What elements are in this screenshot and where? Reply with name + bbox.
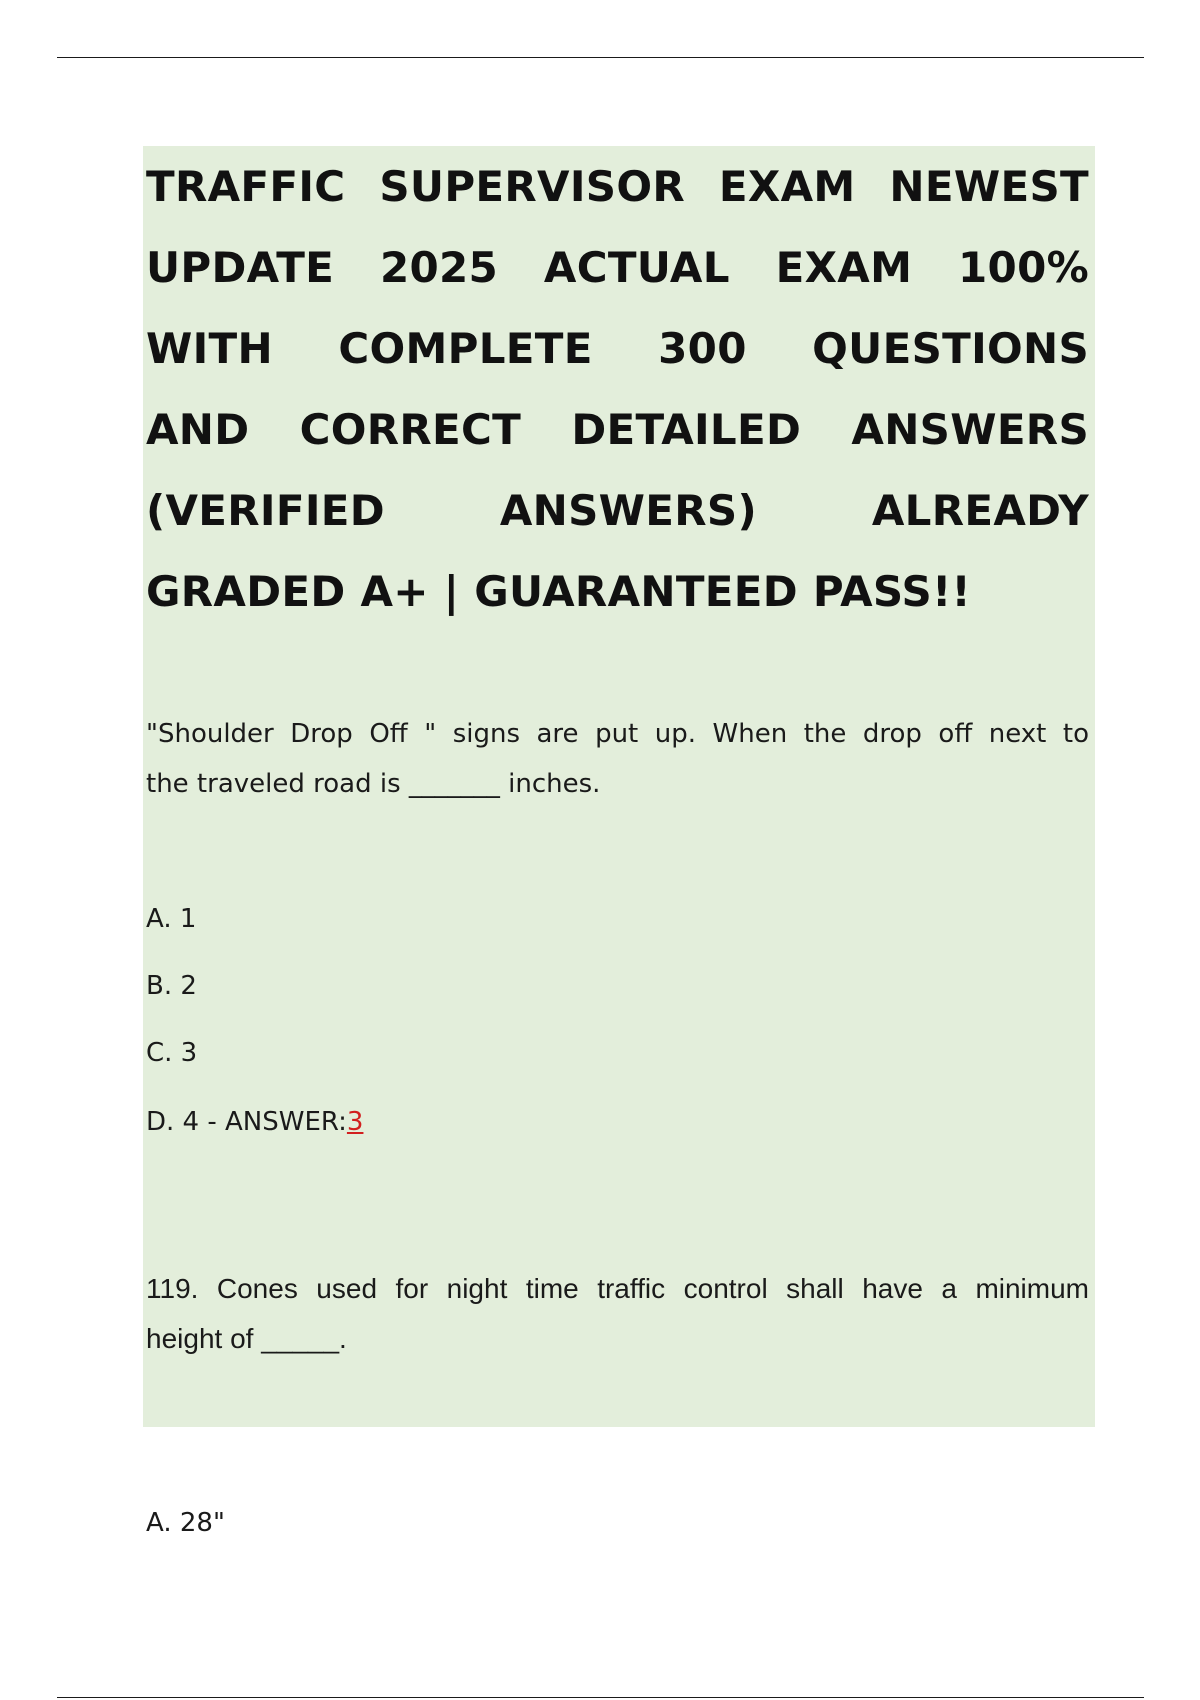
- document-title: [146, 146, 1089, 632]
- title-line: AND CORRECT DETAILED ANSWERS: [146, 405, 1089, 454]
- footer-rule: [57, 1697, 1144, 1698]
- question-line: "Shoulder Drop Off " signs are put up. When the drop off next to: [146, 719, 1089, 749]
- answer-option-with-key: [146, 1105, 363, 1139]
- title-line: TRAFFIC SUPERVISOR EXAM NEWEST: [146, 162, 1089, 211]
- question-line: height of _____.: [146, 1323, 347, 1354]
- question-text: [146, 1264, 1089, 1364]
- answer-option-label: D. 4 - ANSWER:: [146, 1107, 347, 1137]
- title-line: GRADED A+ | GUARANTEED PASS!!: [146, 567, 971, 616]
- answer-option: C. 3: [146, 1038, 198, 1068]
- question-line: 119. Cones used for night time traffic control shall have a minimum: [146, 1273, 1089, 1304]
- highlighted-content-block: [143, 146, 1095, 1538]
- correct-answer-link[interactable]: 3: [346, 1107, 364, 1137]
- question-line: the traveled road is _______ inches.: [146, 769, 601, 799]
- answer-option: A. 1: [146, 904, 197, 934]
- title-line: (VERIFIED ANSWERS) ALREADY: [146, 486, 1089, 535]
- answer-option: A. 28": [146, 1508, 225, 1538]
- title-line: WITH COMPLETE 300 QUESTIONS: [146, 324, 1089, 373]
- title-line: UPDATE 2025 ACTUAL EXAM 100%: [146, 243, 1089, 292]
- question-text: [146, 709, 1089, 809]
- header-rule: [57, 57, 1144, 58]
- answer-option: B. 2: [146, 971, 197, 1001]
